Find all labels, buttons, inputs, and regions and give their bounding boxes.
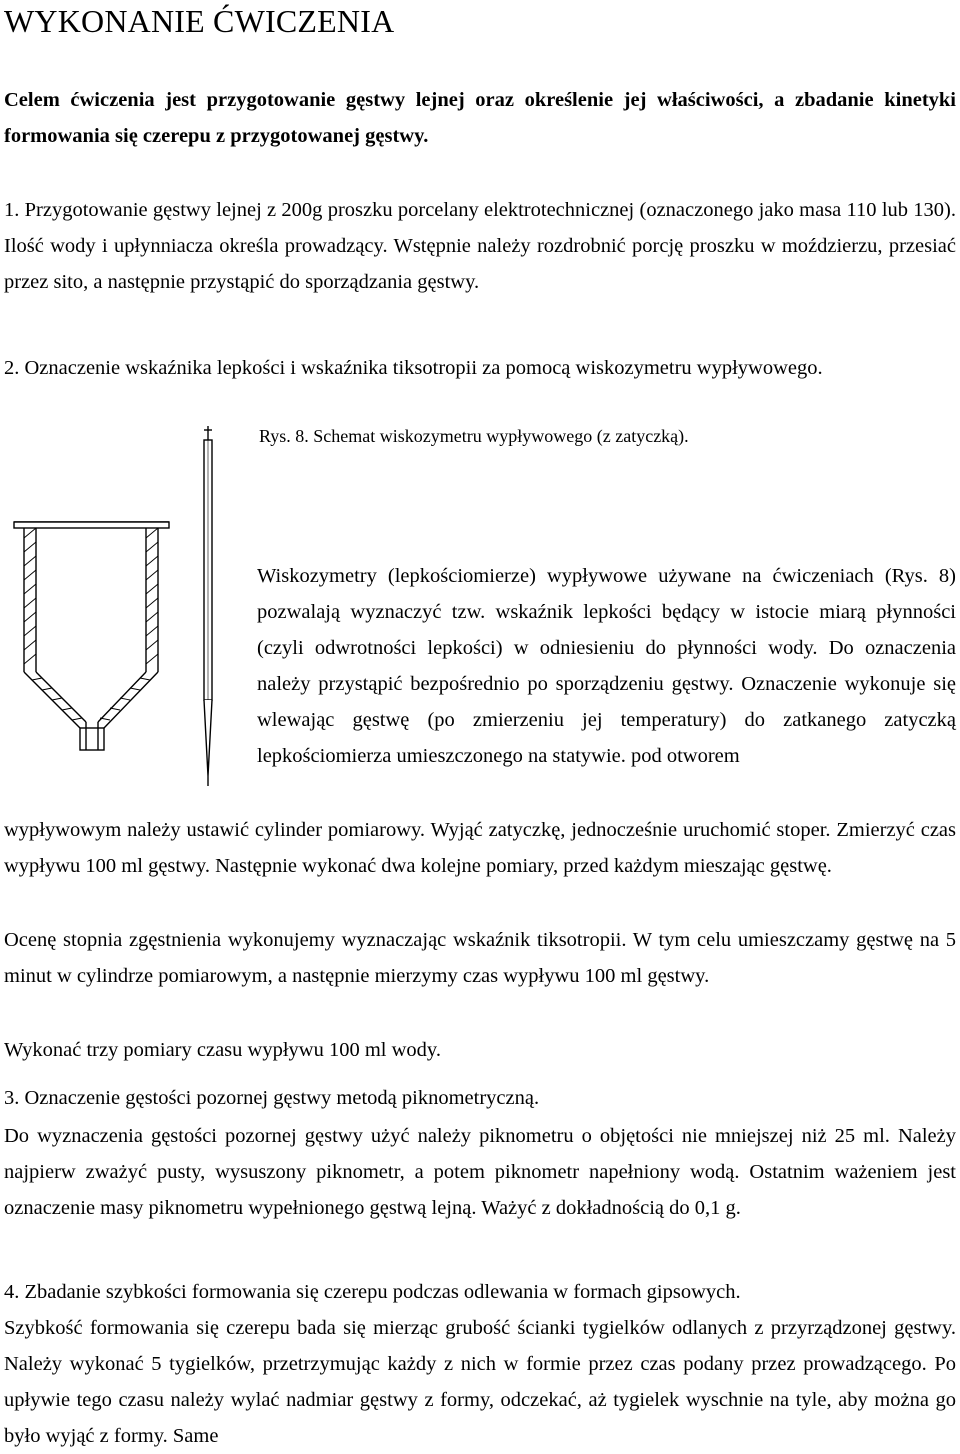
section-1	[4, 192, 956, 300]
section-2-side-paragraph: Wiskozymetry (lepkościomierze) wypływowe używane na ćwiczeniach (Rys. 8) pozwalają wyznaczyć tzw. wskaźnik lepkości będący w istocie miarą płynności (czyli odwrotności lepkości) w odniesieniu do płynności wody. Do oznaczenia należy przystąpić bezpośrednio po sporządzeniu gęstwy. Oznaczenie wykonuje się wlewając gęstwę (po zmierzeniu jej temperatury) do zatkanego zatyczką lepkościomierza umieszczonego na statywie. pod otworem	[257, 565, 956, 767]
section-2-continued-text: wypływowym należy ustawić cylinder pomiarowy. Wyjąć zatyczkę, jednocześnie uruchomić stoper. Zmierzyć czas wypływu 100 ml gęstwy. Następnie wykonać dwa kolejne pomiary, przed każdym mieszając gęstwę.	[4, 819, 956, 877]
section-4-text: Szybkość formowania się czerepu bada się mierząc grubość ścianki tygielków odlanych z przyrządzonej gęstwy. Należy wykonać 5 tygielków, przetrzymując każdy z nich w formie przez czas podany przez prowadzącego. Po upływie tego czasu należy wylać nadmiar gęstwy z formy, odczekać, aż tygielek wyschnie na tyle, aby można go było wyjąć z formy. Same	[4, 1317, 956, 1447]
intro-paragraph	[4, 82, 956, 154]
page-title: WYKONANIE ĆWICZENIA	[4, 3, 395, 39]
section-2-continued	[4, 812, 956, 884]
stopper-rod	[204, 426, 212, 786]
viscometer-vessel	[14, 522, 169, 750]
section-2-heading	[4, 350, 956, 386]
section-2-water-text: Wykonać trzy pomiary czasu wypływu 100 ml wody.	[4, 1039, 441, 1061]
intro-text: Celem ćwiczenia jest przygotowanie gęstwy lejnej oraz określenie jej właściwości, a zbadanie kinetyki formowania się czerepu z przygotowanej gęstwy.	[4, 89, 956, 147]
section-4-heading-text: 4. Zbadanie szybkości formowania się czerepu podczas odlewania w formach gipsowych.	[4, 1281, 741, 1303]
section-2-heading-text: 2. Oznaczenie wskaźnika lepkości i wskaźnika tiksotropii za pomocą wiskozymetru wypływowego.	[4, 357, 823, 379]
section-2-water	[4, 1032, 956, 1068]
section-2-thixotropy-text: Ocenę stopnia zgęstnienia wykonujemy wyznaczając wskaźnik tiksotropii. W tym celu umieszczamy gęstwę na 5 minut w cylindrze pomiarowym, a następnie mierzymy czas wypływu 100 ml gęstwy.	[4, 929, 956, 987]
section-3-text: Do wyznaczenia gęstości pozornej gęstwy użyć należy piknometru o objętości nie mniejszej niż 25 ml. Należy najpierw zważyć pusty, wysuszony piknometr, a potem piknometr napełniony wodą. Ostatnim ważeniem jest oznaczenie masy piknometru wypełnionego gęstwą lejną. Ważyć z dokładnością do 0,1 g.	[4, 1125, 956, 1219]
viscometer-diagram	[4, 426, 240, 786]
section-3	[4, 1118, 956, 1226]
section-3-heading-text: 3. Oznaczenie gęstości pozornej gęstwy metodą piknometryczną.	[4, 1087, 540, 1109]
section-4-heading	[4, 1274, 956, 1310]
section-4	[4, 1310, 956, 1454]
figure-caption: Rys. 8. Schemat wiskozymetru wypływowego (z zatyczką).	[259, 426, 689, 446]
section-2-thixotropy	[4, 922, 956, 994]
wall-hatching-right	[146, 528, 158, 664]
section-1-text: 1. Przygotowanie gęstwy lejnej z 200g proszku porcelany elektrotechnicznej (oznaczonego jako masa 110 lub 130). Ilość wody i upłynniacza określa prowadzący. Wstępnie należy rozdrobnić porcję proszku w moździerzu, przesiać przez sito, a następnie przystąpić do sporządzania gęstwy.	[4, 199, 956, 293]
section-2-side-text	[257, 558, 956, 774]
wall-hatching-left	[24, 528, 36, 664]
section-3-heading	[4, 1080, 956, 1116]
